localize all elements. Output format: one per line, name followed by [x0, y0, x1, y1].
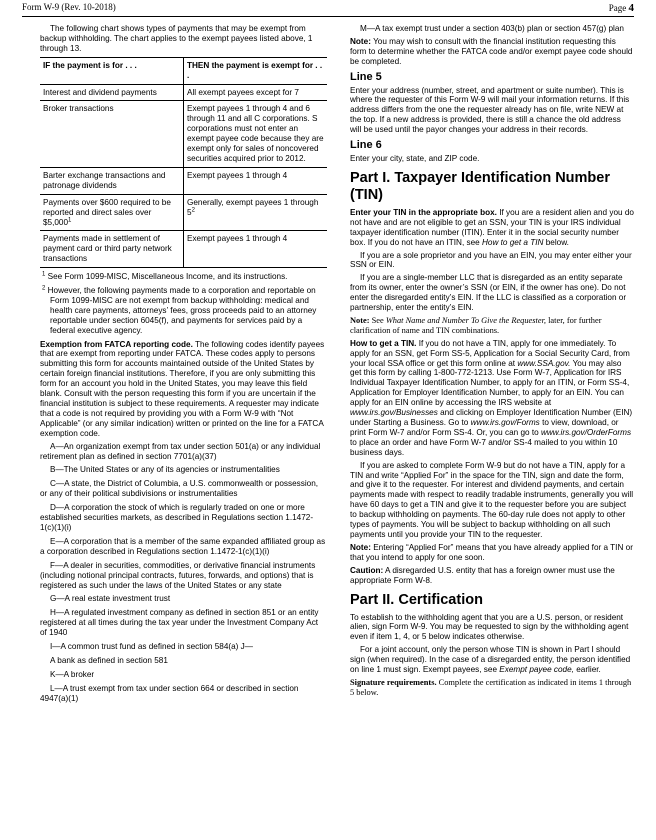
fatca-code: A—An organization exempt from tax under section 501(a) or any individual retirement plan as defined in section 7701(a)(37) [40, 441, 321, 461]
table-cell: Generally, exempt payees 1 through $5^2$ [184, 194, 328, 231]
fatca-code: C—A state, the District of Columbia, a U.S. commonwealth or possession, or any of their political subdivisions or instrumentalities [40, 479, 319, 499]
signature-requirements: Signature requirements. Complete the certification as indicated in items 1 through 5 below. [350, 677, 632, 697]
caution-paragraph: Caution: A disregarded U.S. entity that has a foreign owner must use the appropriate Form W-8. [350, 565, 615, 585]
left-column [40, 24, 327, 708]
applied-for-paragraph: If you are asked to complete Form W-9 but do not have a TIN, apply for a TIN and write “Applied For” in the space for the TIN, sign and date the form, and give it to the requester. For interest and dividend payments, and certain payments made with respect to readily tradable instruments, generally you will have 60 days to get a TIN and give it to the requester before you are subject to backup withholding on payments. The 60-day rule does not apply to other types of payments. You will be subject to backup withholding on all such payments until you provide your TIN to the requester. [350, 460, 634, 539]
table-row [40, 101, 327, 167]
table-cell: Exempt payees 1 through 4 [184, 231, 328, 268]
llc-paragraph: If you are a single-member LLC that is disregarded as an entity separate from its owner, enter the owner’s SSN (or EIN, if the owner has one). Do not enter the disregarded entity’s EIN. If the LLC is classified as a corporation or partnership, enter the entity’s EIN. [350, 273, 627, 313]
fatca-code: B—The United States or any of its agencies or instrumentalities [50, 465, 280, 475]
irs-forms-link[interactable]: www.irs.gov/Forms [470, 418, 540, 427]
ssa-link[interactable]: www.SSA.gov. [517, 358, 571, 368]
certification-paragraph: To establish to the withholding agent that you are a U.S. person, or resident alien, sign Form W-9. You may be requested to sign by the withholding agent even if item 1, 4, or 5 below indicates otherwise. [350, 612, 629, 642]
table-cell: Payments made in settlement of payment card or third party network transactions [40, 231, 184, 268]
fatca-code: D—A corporation the stock of which is regularly traded on one or more established securities markets, as described in Regulations section 1.1472-1(c)(1)(i) [40, 503, 314, 532]
line-6-heading: Line 6 [350, 139, 382, 152]
table-header-row [40, 57, 327, 84]
table-header: THEN the payment is exempt for . . . [184, 57, 328, 84]
fatca-code: L—A trust exempt from tax under section 664 or described in section 4947(a)(1) [40, 683, 299, 703]
line-5-heading: Line 5 [350, 70, 382, 83]
line-6-text: Enter your city, state, and ZIP code. [350, 153, 480, 163]
footnote-2: $^2$ However, the following payments made to a corporation and reportable on Form 1099-MISC are not exempt from backup withholding: medical and health care payments, attorneys’ fees, gross proceeds paid to an attorney reportable under section 6045(f), and payments for services paid by a federal executive agency. [42, 285, 317, 335]
fatca-code: G—A real estate investment trust [50, 594, 171, 604]
table-cell: Payments over $600 required to be reported and direct sales over $5,000$^1$ [40, 194, 184, 231]
fatca-code: I—A common trust fund as defined in section 584(a) J— [50, 642, 253, 652]
how-to-get-tin-paragraph: How to get a TIN. If you do not have a TIN, apply for one immediately. To apply for an SSN, get Form SS-5, Application for a Social Security Card, from your local SSA office or get this form online at www.SSA.gov. You may also get this form by calling 1-800-772-1213. Use Form W-7, Application for IRS Individual Taxpayer Identification Number, to apply for an ITIN, or Form SS-4, Application for Employer Identification Number, to apply for an EIN. You can apply for an EIN online by accessing the IRS website at www.irs.gov/Businesses and clicking on Employer Identification Number (EIN) under Starting a Business. Go to www.irs.gov/Forms to view, download, or print Form W-7 and/or Form SS-4. Or, you can go to www.irs.gov/OrderForms to place an order and have Form W-7 and/or SS-4 mailed to you within 10 business days. [350, 338, 633, 457]
table-cell: Exempt payees 1 through 4 [184, 167, 328, 194]
page-header [22, 0, 634, 17]
table-row [40, 231, 327, 268]
form-id: Form W-9 (Rev. 10-2018) [22, 2, 116, 12]
note-paragraph: Note: See What Name and Number To Give the Requester, later, for further clarification of name and TIN combinations. [350, 315, 602, 335]
exempt-payments-table [40, 57, 327, 268]
fatca-code: K—A broker [50, 669, 95, 679]
fatca-code: F—A dealer in securities, commodities, or derivative financial instruments (including notional principal contracts, futures, forwards, and options) that is registered as such under the laws of the United States or any state [40, 560, 316, 590]
fatca-code: A bank as defined in section 581 [50, 655, 168, 665]
table-cell: Exempt payees 1 through 4 and 6 through 11 and all C corporations. S corporations must not enter an exempt payee code because they are exempt only for sales of noncovered securities acquired prior to 2012. [184, 101, 328, 167]
table-cell: Barter exchange transactions and patronage dividends [40, 167, 184, 194]
fatca-code: H—A regulated investment company as defined in section 851 or an entity registered at all times during the tax year under the Investment Company Act of 1940 [40, 608, 319, 638]
sole-proprietor-paragraph: If you are a sole proprietor and you have an EIN, you may enter either your SSN or EIN. [350, 250, 632, 270]
note-paragraph: Note: You may wish to consult with the financial institution requesting this form to determine whether the FATCA code and/or exempt payee code should be completed. [350, 36, 633, 66]
fatca-code-list [40, 442, 327, 704]
footnote-1: $^1$ See Form 1099-MISC, Miscellaneous Income, and its instructions. [42, 271, 288, 282]
irs-orderforms-link[interactable]: www.irs.gov/OrderForms [540, 427, 632, 437]
page-number: Page 4 [608, 2, 634, 14]
fatca-paragraph: Exemption from FATCA reporting code. The following codes identify payees that are exempt from reporting under FATCA. These codes apply to persons submitting this form for accounts maintained outside of the United States by certain foreign financial institutions. Therefore, if you are only submitting this form for an account you hold in the United States, you may leave this field blank. Consult with the person requesting this form if you are uncertain if the financial institution is subject to these requirements. A requester may indicate that a code is not required by providing you with a Form W-9 with “Not Applicable” (or any similar indication) written or printed on the line for a FATCA exemption code. [40, 339, 325, 438]
tin-paragraph: Enter your TIN in the appropriate box. If you are a resident alien and you do not have and are not eligible to get an SSN, your TIN is your IRS individual taxpayer identification number (ITIN). Enter it in the social security number box. If you do not have an ITIN, see How to get a TIN below. [350, 207, 634, 247]
table-cell: Broker transactions [40, 101, 184, 167]
part-1-heading: Part I. Taxpayer Identification Number (TIN) [350, 169, 610, 203]
table-row [40, 167, 327, 194]
table-cell: Interest and dividend payments [40, 84, 184, 101]
part-2-heading: Part II. Certification [350, 591, 483, 608]
note-paragraph: Note: Entering “Applied For” means that you have already applied for a TIN or that you intend to apply for one soon. [350, 542, 633, 562]
joint-account-paragraph: For a joint account, only the person whose TIN is shown in Part I should sign (when required). In the case of a disregarded entity, the person identified on line 1 must sign. Exempt payees, see Exempt payee code, earlier. [350, 645, 631, 675]
table-cell: All exempt payees except for 7 [184, 84, 328, 101]
right-column [350, 24, 634, 701]
fatca-code: E—A corporation that is a member of the same expanded affiliated group as a corporation described in Regulations section 1.1472-1(c)(1)(i) [40, 536, 326, 556]
table-row [40, 84, 327, 101]
irs-businesses-link[interactable]: www.irs.gov/Businesses [350, 408, 438, 418]
line-5-text: Enter your address (number, street, and apartment or suite number). This is where the requester of this Form W-9 will mail your information returns. If this address differs from the one the requester already has on file, write NEW at the top. If a new address is provided, there is still a chance the old address will be used until the payor changes your address in their records. [350, 85, 630, 135]
fatca-code-m: M—A tax exempt trust under a section 403(b) plan or section 457(g) plan [360, 24, 624, 33]
table-header: IF the payment is for . . . [40, 57, 184, 84]
table-row [40, 194, 327, 231]
chart-intro: The following chart shows types of payments that may be exempt from backup withholding. The chart applies to the exempt payees listed above, 1 through 13. [40, 24, 313, 53]
